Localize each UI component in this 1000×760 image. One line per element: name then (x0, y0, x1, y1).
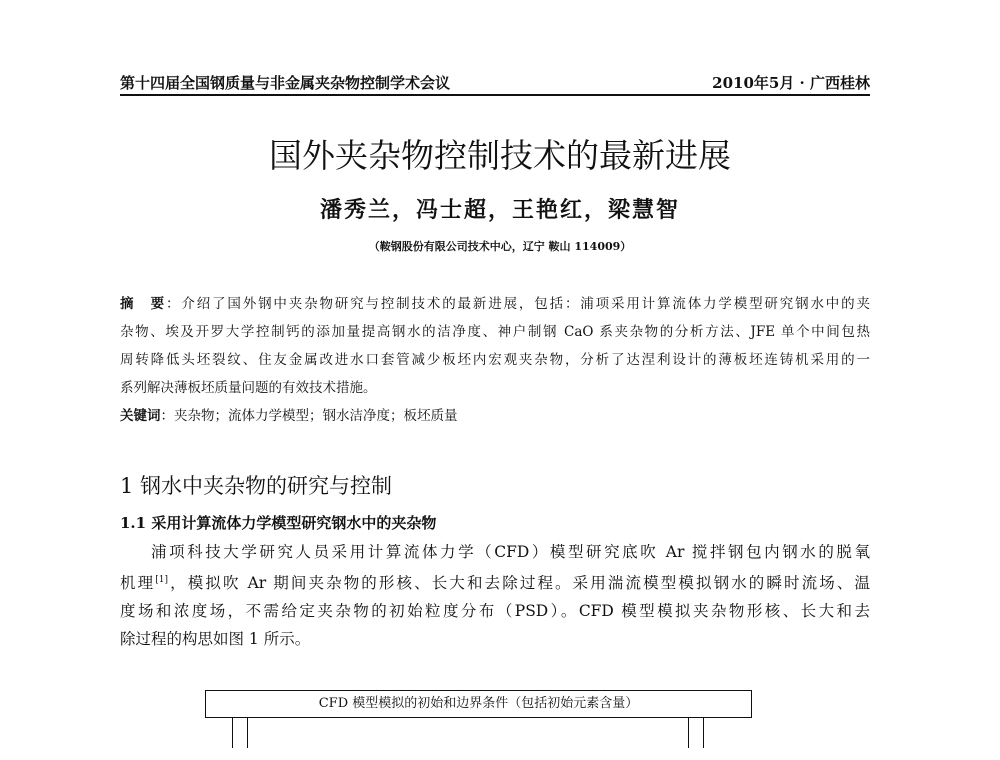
section-heading: 1 钢水中夹杂物的研究与控制 (120, 474, 393, 498)
keywords (120, 402, 870, 430)
keywords-text: ：夹杂物；流体力学模型；钢水洁净度；板坯质量 (160, 408, 458, 424)
subsection-heading: 1.1 采用计算流体力学模型研究钢水中的夹杂物 (120, 514, 437, 532)
body-line: 浦项科技大学研究人员采用计算流体力学（CFD）模型研究底吹 Ar 搅拌钢包内钢水的脱氧 (151, 543, 870, 561)
date-place: 2010年5月 · 广西桂林 (712, 74, 870, 92)
body-line: 机理 (120, 574, 156, 593)
abstract-line: ：介绍了国外钢中夹杂物研究与控制技术的最新进展，包括：浦项采用计算流体力学模型研究钢水中的夹 (166, 296, 870, 312)
arrow-down-icon (688, 718, 704, 748)
citation: [1] (155, 575, 168, 585)
paper-title: 国外夹杂物控制技术的最新进展 (269, 136, 731, 175)
abstract (120, 290, 870, 430)
running-header (120, 70, 870, 96)
body-line: 度场和浓度场，不需给定夹杂物的初始粒度分布（PSD）。CFD 模型模拟夹杂物形核、长大和去 (120, 602, 870, 621)
abstract-line: 系列解决薄板坯质量问题的有效技术措施。 (120, 380, 377, 396)
keywords-label: 关键词 (120, 408, 161, 424)
body-line: ，模拟吹 Ar 期间夹杂物的形核、长大和去除过程。采用湍流模型模拟钢水的瞬时流场、温 (167, 574, 870, 593)
conference-name: 第十四届全国钢质量与非金属夹杂物控制学术会议 (120, 74, 451, 92)
abstract-label: 摘 要 (120, 296, 167, 312)
body-paragraph (120, 538, 870, 653)
affiliation: （鞍钢股份有限公司技术中心，辽宁 鞍山 114009） (368, 240, 632, 253)
abstract-line: 杂物、埃及开罗大学控制钙的添加量提高钢水的洁净度、神户制钢 CaO 系夹杂物的分析方法、JFE 单个中间包热 (120, 324, 870, 340)
flowchart-top-box: CFD 模型模拟的初始和边界条件（包括初始元素含量） (205, 690, 752, 718)
abstract-line: 周转降低头坯裂纹、住友金属改进水口套管减少板坯内宏观夹杂物，分析了达涅利设计的薄板坯连铸机采用的一 (120, 352, 870, 368)
arrow-down-icon (232, 718, 248, 748)
authors: 潘秀兰，冯士超，王艳红，梁慧智 (319, 197, 680, 223)
body-line: 除过程的构思如图 1 所示。 (120, 630, 311, 649)
